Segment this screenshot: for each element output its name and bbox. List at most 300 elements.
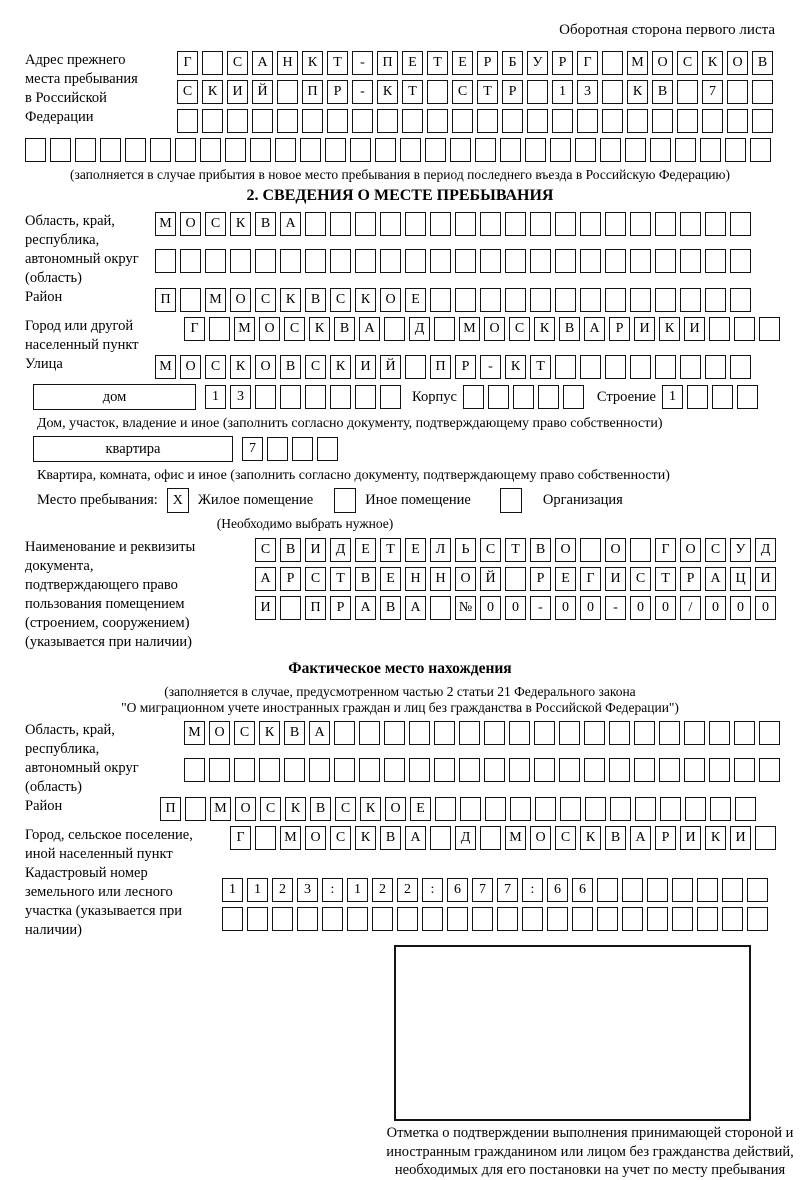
char-box xyxy=(430,249,451,273)
char-box: О xyxy=(230,288,251,312)
char-box: О xyxy=(235,797,256,821)
char-box xyxy=(500,138,521,162)
char-box xyxy=(485,797,506,821)
char-box xyxy=(647,907,668,931)
char-box xyxy=(330,212,351,236)
apartment-label-box: квартира xyxy=(33,436,233,462)
field-district xyxy=(25,288,775,317)
char-box xyxy=(680,212,701,236)
stamp-caption: Отметка о подтверждении выполнения принимающей стороной и иностранным гражданином или лицом без гражданства действий, необходимых для его постановки на учет по месту пребывания xyxy=(386,1125,794,1178)
char-box: К xyxy=(659,317,680,341)
char-box: 0 xyxy=(730,596,751,620)
char-box: У xyxy=(730,538,751,562)
char-box xyxy=(684,758,705,782)
char-box xyxy=(697,907,718,931)
char-box: С xyxy=(705,538,726,562)
char-box-row xyxy=(255,538,775,562)
stay-type-note: (Необходимо выбрать нужное) xyxy=(216,516,394,531)
char-box xyxy=(709,758,730,782)
char-box xyxy=(609,758,630,782)
char-box xyxy=(737,385,758,409)
char-box xyxy=(700,138,721,162)
char-box xyxy=(580,355,601,379)
char-box: И xyxy=(680,826,701,850)
char-box xyxy=(584,758,605,782)
char-box-row xyxy=(177,80,775,104)
char-box xyxy=(400,138,421,162)
char-box xyxy=(630,212,651,236)
char-box: И xyxy=(605,567,626,591)
char-box: - xyxy=(352,80,373,104)
house-number-boxes xyxy=(205,385,401,409)
char-box xyxy=(513,385,534,409)
char-box xyxy=(752,80,773,104)
char-box xyxy=(522,907,543,931)
char-box xyxy=(430,288,451,312)
char-box xyxy=(585,797,606,821)
char-box: А xyxy=(405,596,426,620)
char-box: К xyxy=(202,80,223,104)
char-box xyxy=(280,596,301,620)
char-box: О xyxy=(484,317,505,341)
char-box xyxy=(527,80,548,104)
char-box: Й xyxy=(380,355,401,379)
char-box: О xyxy=(180,355,201,379)
char-box xyxy=(509,758,530,782)
char-box: Д xyxy=(455,826,476,850)
char-box xyxy=(555,212,576,236)
char-box xyxy=(655,355,676,379)
char-box: Е xyxy=(555,567,576,591)
confirmation-stamp-box xyxy=(394,945,751,1121)
char-box: Г xyxy=(230,826,251,850)
char-box: Р xyxy=(330,596,351,620)
district-2-label: Район xyxy=(25,798,63,814)
char-box xyxy=(209,317,230,341)
char-box xyxy=(425,138,446,162)
char-box xyxy=(452,109,473,133)
char-box xyxy=(277,109,298,133)
district-label: Район xyxy=(25,289,63,305)
char-box xyxy=(352,109,373,133)
char-box: О xyxy=(259,317,280,341)
char-box: 7 xyxy=(472,878,493,902)
char-box xyxy=(647,878,668,902)
char-box: В xyxy=(652,80,673,104)
char-box: 2 xyxy=(397,878,418,902)
char-box: М xyxy=(234,317,255,341)
char-box: О xyxy=(555,538,576,562)
char-box xyxy=(405,249,426,273)
char-box: П xyxy=(302,80,323,104)
char-box xyxy=(430,826,451,850)
char-box: 1 xyxy=(205,385,226,409)
char-box: В xyxy=(530,538,551,562)
field-street xyxy=(25,355,775,384)
char-box xyxy=(580,288,601,312)
char-box: Е xyxy=(380,567,401,591)
char-box xyxy=(380,212,401,236)
char-box xyxy=(205,249,226,273)
char-box xyxy=(709,721,730,745)
char-box xyxy=(555,249,576,273)
char-box xyxy=(484,721,505,745)
char-box xyxy=(322,907,343,931)
char-box xyxy=(759,317,780,341)
char-box xyxy=(359,721,380,745)
char-box xyxy=(734,721,755,745)
char-box xyxy=(580,212,601,236)
char-box: О xyxy=(180,212,201,236)
char-box xyxy=(505,249,526,273)
char-box xyxy=(705,355,726,379)
char-box xyxy=(247,907,268,931)
char-box xyxy=(250,138,271,162)
char-box xyxy=(675,138,696,162)
char-box: С xyxy=(677,51,698,75)
char-box-row xyxy=(230,826,775,850)
apartment-note: Квартира, комната, офис и иное (заполнить согласно документу, подтверждающему право собственности) xyxy=(37,468,670,483)
char-box xyxy=(284,758,305,782)
char-box xyxy=(630,355,651,379)
char-box xyxy=(305,249,326,273)
char-box xyxy=(602,51,623,75)
char-box: Г xyxy=(184,317,205,341)
char-box: 0 xyxy=(755,596,776,620)
char-box xyxy=(710,797,731,821)
char-box xyxy=(630,249,651,273)
char-box xyxy=(572,907,593,931)
char-box: Е xyxy=(405,538,426,562)
char-box xyxy=(309,758,330,782)
char-box: - xyxy=(530,596,551,620)
char-box xyxy=(180,288,201,312)
char-box xyxy=(709,317,730,341)
char-box: Р xyxy=(477,51,498,75)
char-box: С xyxy=(305,355,326,379)
city-label: Город или другой населенный пункт xyxy=(25,318,139,353)
korpus-boxes xyxy=(463,385,584,409)
char-box: Т xyxy=(380,538,401,562)
char-box: С xyxy=(452,80,473,104)
char-box: 3 xyxy=(577,80,598,104)
char-box xyxy=(330,385,351,409)
char-box xyxy=(480,288,501,312)
char-box xyxy=(705,249,726,273)
char-box xyxy=(712,385,733,409)
char-box xyxy=(302,109,323,133)
char-box xyxy=(384,317,405,341)
char-box xyxy=(435,797,456,821)
char-box xyxy=(380,249,401,273)
char-box xyxy=(527,109,548,133)
char-box xyxy=(177,109,198,133)
char-box: П xyxy=(305,596,326,620)
field-document xyxy=(25,538,775,652)
char-box: 1 xyxy=(552,80,573,104)
char-box: М xyxy=(155,212,176,236)
char-box: М xyxy=(210,797,231,821)
char-box xyxy=(427,109,448,133)
char-box: 2 xyxy=(372,878,393,902)
char-box xyxy=(602,109,623,133)
char-box: Р xyxy=(680,567,701,591)
char-box: : xyxy=(422,878,443,902)
char-box-row xyxy=(177,51,775,75)
char-box: С xyxy=(227,51,248,75)
char-box: О xyxy=(385,797,406,821)
char-box xyxy=(530,288,551,312)
house-row xyxy=(33,384,775,410)
char-box: А xyxy=(405,826,426,850)
char-box xyxy=(327,109,348,133)
char-box: И xyxy=(355,355,376,379)
char-box xyxy=(730,249,751,273)
char-box: А xyxy=(359,317,380,341)
char-box xyxy=(577,109,598,133)
char-box xyxy=(650,138,671,162)
char-box xyxy=(547,907,568,931)
char-box xyxy=(430,596,451,620)
char-box: О xyxy=(530,826,551,850)
char-box xyxy=(280,385,301,409)
char-box xyxy=(685,797,706,821)
checkbox-organization xyxy=(500,488,522,513)
char-box xyxy=(609,721,630,745)
char-box xyxy=(185,797,206,821)
char-box: П xyxy=(155,288,176,312)
char-box xyxy=(652,109,673,133)
char-box xyxy=(505,288,526,312)
char-box xyxy=(475,138,496,162)
char-box-row xyxy=(184,721,775,745)
char-box: Р xyxy=(502,80,523,104)
char-box: К xyxy=(705,826,726,850)
char-box: 6 xyxy=(547,878,568,902)
char-box xyxy=(377,109,398,133)
char-box: 6 xyxy=(447,878,468,902)
char-box: Д xyxy=(409,317,430,341)
stroenie-boxes xyxy=(662,385,758,409)
char-box xyxy=(460,797,481,821)
char-box: Б xyxy=(502,51,523,75)
char-box xyxy=(750,138,771,162)
char-box: А xyxy=(355,596,376,620)
char-box: 0 xyxy=(555,596,576,620)
char-box: № xyxy=(455,596,476,620)
char-box xyxy=(702,109,723,133)
field-district-2 xyxy=(25,797,775,826)
char-box xyxy=(734,317,755,341)
char-box xyxy=(180,249,201,273)
stroenie-label: Строение xyxy=(596,389,656,405)
char-box xyxy=(697,878,718,902)
char-box: К xyxy=(259,721,280,745)
char-box-row xyxy=(155,288,775,312)
char-box xyxy=(600,138,621,162)
char-box xyxy=(560,797,581,821)
char-box xyxy=(559,758,580,782)
char-box: И xyxy=(255,596,276,620)
char-box-row xyxy=(155,355,775,379)
apartment-number-boxes xyxy=(242,437,338,461)
checkbox-other-premises xyxy=(334,488,356,513)
prev-address-extra-row xyxy=(25,138,775,162)
char-box xyxy=(747,878,768,902)
char-box xyxy=(422,907,443,931)
char-box: К xyxy=(230,355,251,379)
char-box xyxy=(502,109,523,133)
char-box: : xyxy=(522,878,543,902)
char-box: Р xyxy=(280,567,301,591)
char-box xyxy=(209,758,230,782)
char-box: Е xyxy=(410,797,431,821)
char-box xyxy=(375,138,396,162)
char-box: О xyxy=(605,538,626,562)
char-box: О xyxy=(305,826,326,850)
field-city xyxy=(25,317,775,355)
char-box-row xyxy=(255,567,775,591)
char-box xyxy=(525,138,546,162)
char-box xyxy=(397,907,418,931)
char-box xyxy=(75,138,96,162)
char-box xyxy=(347,907,368,931)
char-box: М xyxy=(155,355,176,379)
char-box: Р xyxy=(327,80,348,104)
stay-type-row xyxy=(37,488,775,513)
char-box: 6 xyxy=(572,878,593,902)
char-box-row xyxy=(155,212,775,236)
char-box xyxy=(427,80,448,104)
char-box: О xyxy=(652,51,673,75)
char-box: Т xyxy=(402,80,423,104)
char-box: Р xyxy=(455,355,476,379)
char-box xyxy=(625,138,646,162)
stay-option-other-label: Иное помещение xyxy=(365,492,471,508)
char-box: В xyxy=(305,288,326,312)
char-box-row xyxy=(155,249,775,273)
char-box xyxy=(655,249,676,273)
char-box xyxy=(730,288,751,312)
char-box: А xyxy=(584,317,605,341)
char-box: 0 xyxy=(580,596,601,620)
char-box xyxy=(450,138,471,162)
char-box xyxy=(534,721,555,745)
char-box: М xyxy=(459,317,480,341)
char-box xyxy=(272,907,293,931)
char-box xyxy=(463,385,484,409)
char-box-row xyxy=(160,797,775,821)
char-box xyxy=(755,826,776,850)
char-box xyxy=(605,288,626,312)
char-box: А xyxy=(252,51,273,75)
char-box xyxy=(759,758,780,782)
char-box xyxy=(684,721,705,745)
char-box xyxy=(405,212,426,236)
char-box: У xyxy=(527,51,548,75)
char-box: 3 xyxy=(230,385,251,409)
char-box xyxy=(202,109,223,133)
char-box: Г xyxy=(177,51,198,75)
char-box xyxy=(509,721,530,745)
prev-address-note: (заполняется в случае прибытия в новое место пребывания в период последнего въезда в Российскую Федерацию) xyxy=(69,167,731,182)
char-box: Н xyxy=(277,51,298,75)
char-box: 7 xyxy=(242,437,263,461)
char-box: С xyxy=(480,538,501,562)
char-box: 7 xyxy=(497,878,518,902)
stay-option-residential-label: Жилое помещение xyxy=(197,492,314,508)
char-box: С xyxy=(205,212,226,236)
char-box: С xyxy=(255,288,276,312)
char-box: И xyxy=(755,567,776,591)
char-box: К xyxy=(230,212,251,236)
char-box xyxy=(255,385,276,409)
char-box xyxy=(655,288,676,312)
char-box xyxy=(705,288,726,312)
char-box: Д xyxy=(755,538,776,562)
char-box xyxy=(584,721,605,745)
char-box xyxy=(25,138,46,162)
char-box xyxy=(759,721,780,745)
char-box: В xyxy=(284,721,305,745)
char-box xyxy=(384,758,405,782)
char-box: А xyxy=(255,567,276,591)
char-box xyxy=(277,80,298,104)
prev-address-label: Адрес прежнего места пребывания в Российской Федерации xyxy=(25,52,138,125)
char-box xyxy=(480,249,501,273)
char-box xyxy=(409,758,430,782)
char-box: Й xyxy=(252,80,273,104)
char-box: К xyxy=(280,288,301,312)
char-box: К xyxy=(377,80,398,104)
char-box xyxy=(530,249,551,273)
char-box: Р xyxy=(552,51,573,75)
char-box: Г xyxy=(580,567,601,591)
char-box-row xyxy=(222,907,775,931)
char-box: К xyxy=(702,51,723,75)
char-box xyxy=(622,907,643,931)
char-box xyxy=(730,355,751,379)
char-box: Р xyxy=(655,826,676,850)
char-box xyxy=(202,51,223,75)
char-box: С xyxy=(555,826,576,850)
char-box: И xyxy=(730,826,751,850)
char-box: И xyxy=(684,317,705,341)
char-box xyxy=(605,355,626,379)
char-box: В xyxy=(310,797,331,821)
char-box xyxy=(100,138,121,162)
char-box xyxy=(659,721,680,745)
city-2-label: Город, сельское поселение, иной населенный пункт xyxy=(25,827,193,862)
char-box: Й xyxy=(480,567,501,591)
char-box xyxy=(725,138,746,162)
char-box: О xyxy=(727,51,748,75)
char-box xyxy=(622,878,643,902)
char-box: Т xyxy=(505,538,526,562)
char-box xyxy=(635,797,656,821)
char-box: 0 xyxy=(655,596,676,620)
char-box: О xyxy=(255,355,276,379)
char-box: Т xyxy=(530,355,551,379)
apartment-row xyxy=(33,436,775,462)
char-box: С xyxy=(255,538,276,562)
cadastre-label: Кадастровый номер земельного или лесного участка (указывается при наличии) xyxy=(25,865,182,938)
char-box: П xyxy=(430,355,451,379)
char-box: И xyxy=(305,538,326,562)
char-box: С xyxy=(305,567,326,591)
char-box xyxy=(505,212,526,236)
char-box: 3 xyxy=(297,878,318,902)
